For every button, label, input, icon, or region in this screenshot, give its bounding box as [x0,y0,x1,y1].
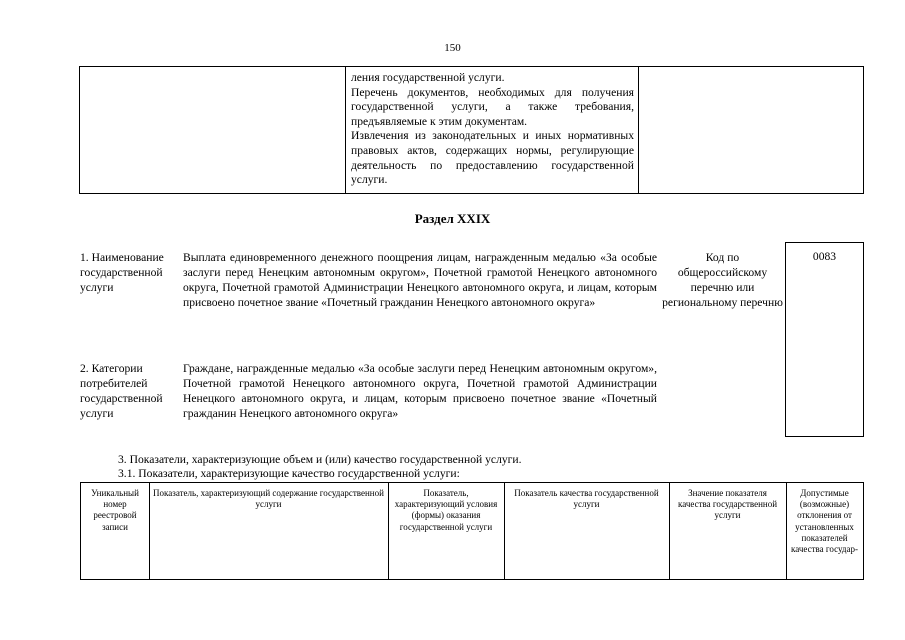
item1-text: Выплата единовременного денежного поощрения лицам, награжденным медалью «За особые заслуги перед Ненецким автономным округом», Почетной грамотой Ненецкого автономного округа, Почетной грамотой Администрации Ненецкого автономного округа, и лицам, которым присвоено почетное звание «Почетный гражданин Ненецкого автономного округа» [183,251,657,309]
header-conditions-indicator: Показатель, характеризующий условия (формы) оказания государственной услуги [388,483,505,579]
continuation-line-2: Перечень документов, необходимых для получения государственной услуги, а также требования, предъявляемые к этим документам. [351,85,634,128]
continuation-line-1: ления государственной услуги. [351,71,505,84]
code-value: 0083 [812,250,837,263]
header-allowed-deviation: Допустимые (возможные) отклонения от установленных показателей качества государ- [791,488,858,555]
code-box [785,242,864,437]
quality-heading: 3.1. Показатели, характеризующие качество государственной услуги: [118,467,460,480]
item2-text: Граждане, награжденные медалью «За особые заслуги перед Ненецким автономным округом», Почетной грамотой Ненецкого автономного округа, Почетной грамотой Администрации Ненецкого автономного округа, и лицам, которым присвоено почетное звание «Почетный гражданин Ненецкого автономного округа» [183,362,657,420]
code-label: Код по общероссийскому перечню или региональному перечню [662,251,783,309]
header-quality-indicator: Показатель качества государственной услуги [504,483,670,579]
continuation-empty-cell-right [638,66,864,194]
header-registry-number: Уникальный номер реестровой записи [81,483,150,579]
item1-label: 1. Наименование государственной услуги [80,251,164,294]
continuation-text-cell [345,66,639,194]
indicators-heading: 3. Показатели, характеризующие объем и (или) качество государственной услуги. [118,453,522,466]
page-number: 150 [444,42,461,54]
header-content-indicator: Показатель, характеризующий содержание государственной услуги [149,483,389,579]
continuation-line-3: Извлечения из законодательных и иных нормативных правовых актов, содержащих нормы, регулирующие деятельность по предоставлению государственной услуги. [351,129,634,187]
section-title: Раздел XXIX [414,211,491,226]
header-quality-value: Значение показателя качества государственной услуги [669,483,787,579]
continuation-table [79,66,864,194]
item2-label: 2. Категории потребителей государственной услуги [80,362,163,420]
continuation-empty-cell-left [79,66,346,194]
quality-table [80,482,864,580]
